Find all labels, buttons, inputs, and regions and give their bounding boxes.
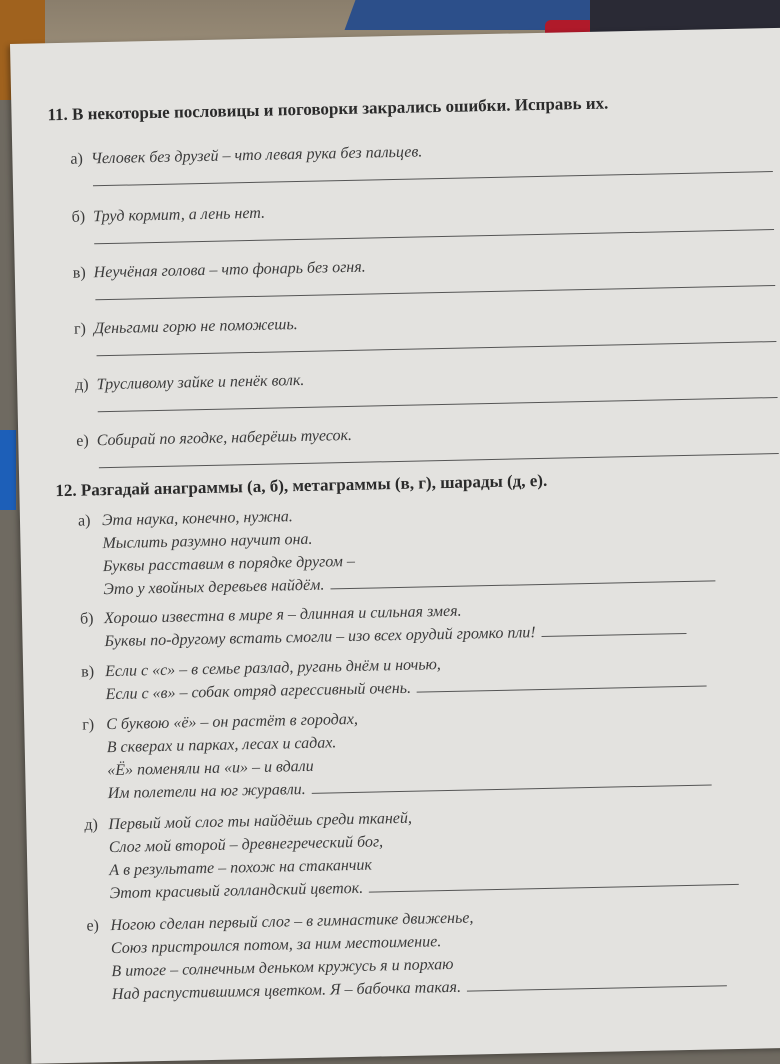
- proverb-d: [75, 372, 305, 395]
- answer-line-a[interactable]: [93, 171, 773, 186]
- item-letter: б): [71, 208, 86, 226]
- answer-blank-e[interactable]: [467, 984, 727, 991]
- item-letter: е): [76, 432, 89, 450]
- proverb-e: [76, 427, 352, 451]
- riddle-g-line-1: С буквою «ё» – он растёт в городах,: [106, 710, 359, 734]
- page-content: [10, 27, 780, 1063]
- riddle-a-line-1: Эта наука, конечно, нужна.: [101, 508, 294, 530]
- riddle-v-line-1: Если с «с» – в семье разлад, ругань днём и ночью,: [104, 656, 441, 681]
- answer-blank-d[interactable]: [369, 883, 739, 893]
- verse-text: Им полетели на юг журавли.: [107, 780, 306, 803]
- riddle-letter-v: в): [80, 663, 95, 681]
- riddle-letter-a: а): [77, 512, 91, 530]
- riddle-d-line-1: Первый мой слог ты найдёшь среди тканей,: [108, 809, 413, 834]
- task-12-title: 12. Разгадай анаграммы (а, б), метаграммы (в, г), шарады (д, е).: [55, 470, 548, 501]
- verse-text: Над распустившимся цветком. Я – бабочка такая.: [111, 978, 462, 1004]
- riddle-letter-g: г): [82, 716, 95, 734]
- riddle-letter-b: б): [79, 610, 94, 628]
- item-text: Человек без друзей – что левая рука без пальцев.: [90, 143, 423, 168]
- answer-line-b[interactable]: [94, 229, 774, 244]
- proverb-g: [74, 316, 298, 339]
- workbook-page: [10, 27, 780, 1063]
- item-text: Собирай по ягодке, наберёшь туесок.: [96, 426, 353, 450]
- answer-blank-v[interactable]: [417, 685, 707, 693]
- item-letter: г): [73, 320, 87, 338]
- verse-text: Буквы по-другому встать смогли – изо всех орудий громко пли!: [104, 624, 536, 651]
- riddle-a-line-3: Буквы расставим в порядке другом –: [102, 552, 356, 576]
- answer-blank-b[interactable]: [542, 632, 687, 637]
- answer-line-g[interactable]: [97, 341, 777, 356]
- verse-text: Этот красивый голландский цветок.: [109, 879, 364, 903]
- verse-text: Если с «в» – собак отряд агрессивный очень.: [105, 679, 412, 704]
- riddle-letter-e: е): [86, 917, 100, 935]
- pen: [0, 430, 16, 510]
- item-letter: в): [72, 264, 86, 282]
- item-letter: а): [70, 150, 84, 168]
- verse-text: Это у хвойных деревьев найдём.: [103, 576, 325, 599]
- answer-line-e[interactable]: [99, 453, 779, 468]
- item-text: Деньгами горю не поможешь.: [93, 316, 298, 338]
- riddle-e-line-3: В итоге – солнечным деньком кружусь я и порхаю: [111, 955, 454, 981]
- proverb-b: [71, 205, 265, 227]
- riddle-g-line-3: «Ё» поменяли на «и» – и вдали: [107, 757, 314, 780]
- riddle-letter-d: д): [84, 816, 99, 834]
- item-text: Трусливому зайке и пенёк волк.: [96, 371, 305, 394]
- riddle-d-line-3: А в результате – похож на стаканчик: [109, 856, 373, 880]
- answer-line-v[interactable]: [95, 285, 775, 300]
- answer-blank-g[interactable]: [312, 783, 712, 793]
- answer-blank-a[interactable]: [330, 579, 715, 589]
- riddle-e-line-2: Союз пристроился потом, за ним местоимение.: [110, 933, 442, 958]
- riddle-a-line-2: Мыслить разумно научит она.: [102, 530, 313, 553]
- riddle-e-line-1: Ногою сделан первый слог – в гимнастике движенье,: [110, 909, 474, 935]
- riddle-b-line-1: Хорошо известна в мире я – длинная и сильная змея.: [103, 602, 462, 628]
- item-text: Неучёная голова – что фонарь без огня.: [93, 258, 366, 282]
- proverb-a: [70, 143, 422, 168]
- item-text: Труд кормит, а лень нет.: [92, 204, 266, 226]
- riddle-g-line-2: В скверах и парках, лесах и садах.: [106, 734, 337, 757]
- answer-line-d[interactable]: [98, 397, 778, 412]
- task-11-title: 11. В некоторые пословицы и поговорки закрались ошибки. Исправь их.: [47, 93, 609, 125]
- riddle-d-line-2: Слог мой второй – древнегреческий бог,: [108, 833, 384, 857]
- item-letter: д): [74, 376, 89, 394]
- proverb-v: [73, 259, 366, 283]
